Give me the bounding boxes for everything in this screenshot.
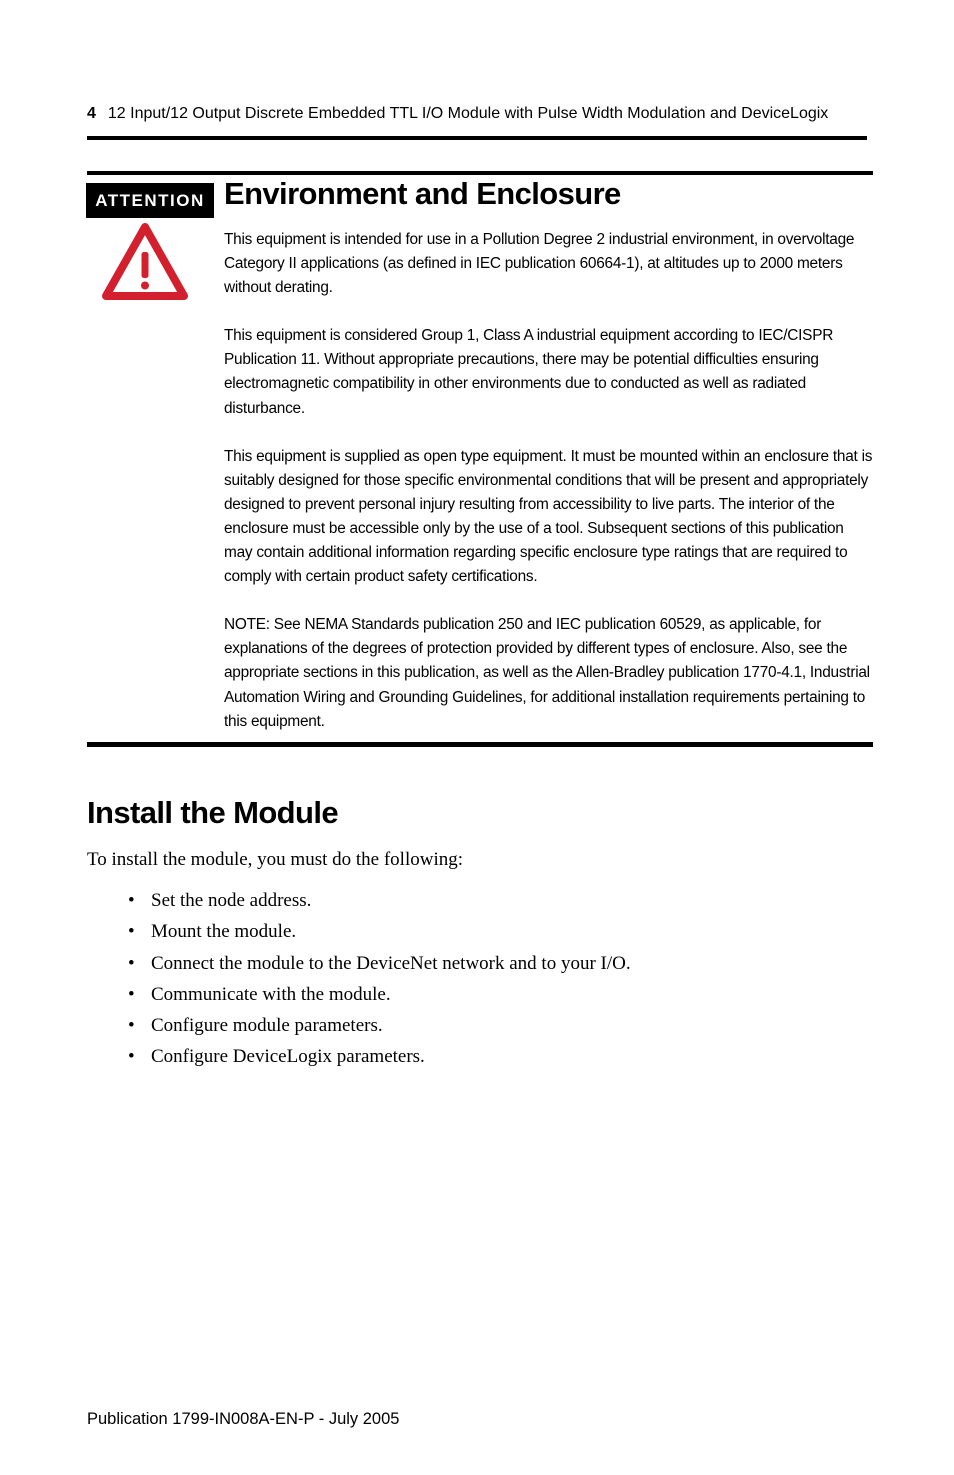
attention-paragraph: This equipment is intended for use in a Pollution Degree 2 industrial environment, in overvoltage Category II applications (as defined in IEC publication 60664-1), at altitudes up to 2000 meters without derating. [224, 231, 855, 297]
step-text: Communicate with the module. [151, 983, 391, 1005]
attention-title: Environment and Enclosure [224, 176, 621, 211]
attention-paragraph: This equipment is supplied as open type equipment. It must be mounted within an enclosure that is suitably designed for those specific environmental conditions that will be present and appropriately designed to prevent personal injury resulting from accessibility to live parts. The interior of the enclosure must be accessible only by the use of a tool. Subsequent sections of this publication may contain additional information regarding specific enclosure type ratings that are required to comply with certain product safety certifications. [224, 447, 873, 586]
attention-paragraph: NOTE: See NEMA Standards publication 250 and IEC publication 60529, as applicable, for explanations of the degrees of protection provided by different types of enclosure. Also, see the appropriate sections in this publication, as well as the Allen-Bradley publication 1770-4.1, Industrial Automation Wiring and Grounding Guidelines, for additional installation requirements pertaining to this equipment. [224, 616, 870, 730]
attention-bottom-rule [87, 742, 873, 747]
step-text: Mount the module. [151, 921, 297, 943]
page-header [87, 102, 873, 126]
step-text: Configure module parameters. [151, 1015, 383, 1037]
list-item [128, 918, 631, 949]
header-rule [87, 136, 867, 140]
step-text: Configure DeviceLogix parameters. [151, 1046, 425, 1068]
section-intro: To install the module, you must do the following: [87, 849, 464, 870]
bullet: • [128, 952, 135, 974]
list-item [128, 950, 631, 981]
bullet: • [128, 921, 135, 943]
bullet: • [128, 983, 135, 1005]
list-item [128, 981, 631, 1012]
warning-triangle-icon [102, 222, 188, 302]
warning-exclamation-dot [141, 282, 149, 290]
section-title: Install the Module [87, 795, 338, 830]
list-item [128, 1043, 631, 1074]
bullet: • [128, 1015, 135, 1037]
list-item [128, 1012, 631, 1043]
header-title: 12 Input/12 Output Discrete Embedded TTL I/O Module with Pulse Width Modulation and DeviceLogix [107, 105, 829, 122]
attention-body [224, 228, 873, 758]
bullet: • [128, 890, 135, 911]
bullet: • [128, 1046, 135, 1068]
page-number: 4 [87, 105, 96, 122]
step-text: Set the node address. [151, 890, 312, 911]
attention-badge: ATTENTION [86, 183, 214, 218]
step-text: Connect the module to the DeviceNet network and to your I/O. [151, 952, 631, 974]
attention-paragraph: This equipment is considered Group 1, Class A industrial equipment according to IEC/CISPR Publication 11. Without appropriate precautions, there may be potential difficulties ensuring electromagnetic compatibility in other environments due to conducted as well as radiated disturbance. [224, 327, 834, 417]
warning-exclamation-bar [142, 252, 149, 278]
publication-footer: Publication 1799-IN008A-EN-P - July 2005 [87, 1410, 400, 1428]
install-steps-list [128, 887, 631, 1075]
list-item [128, 887, 631, 918]
